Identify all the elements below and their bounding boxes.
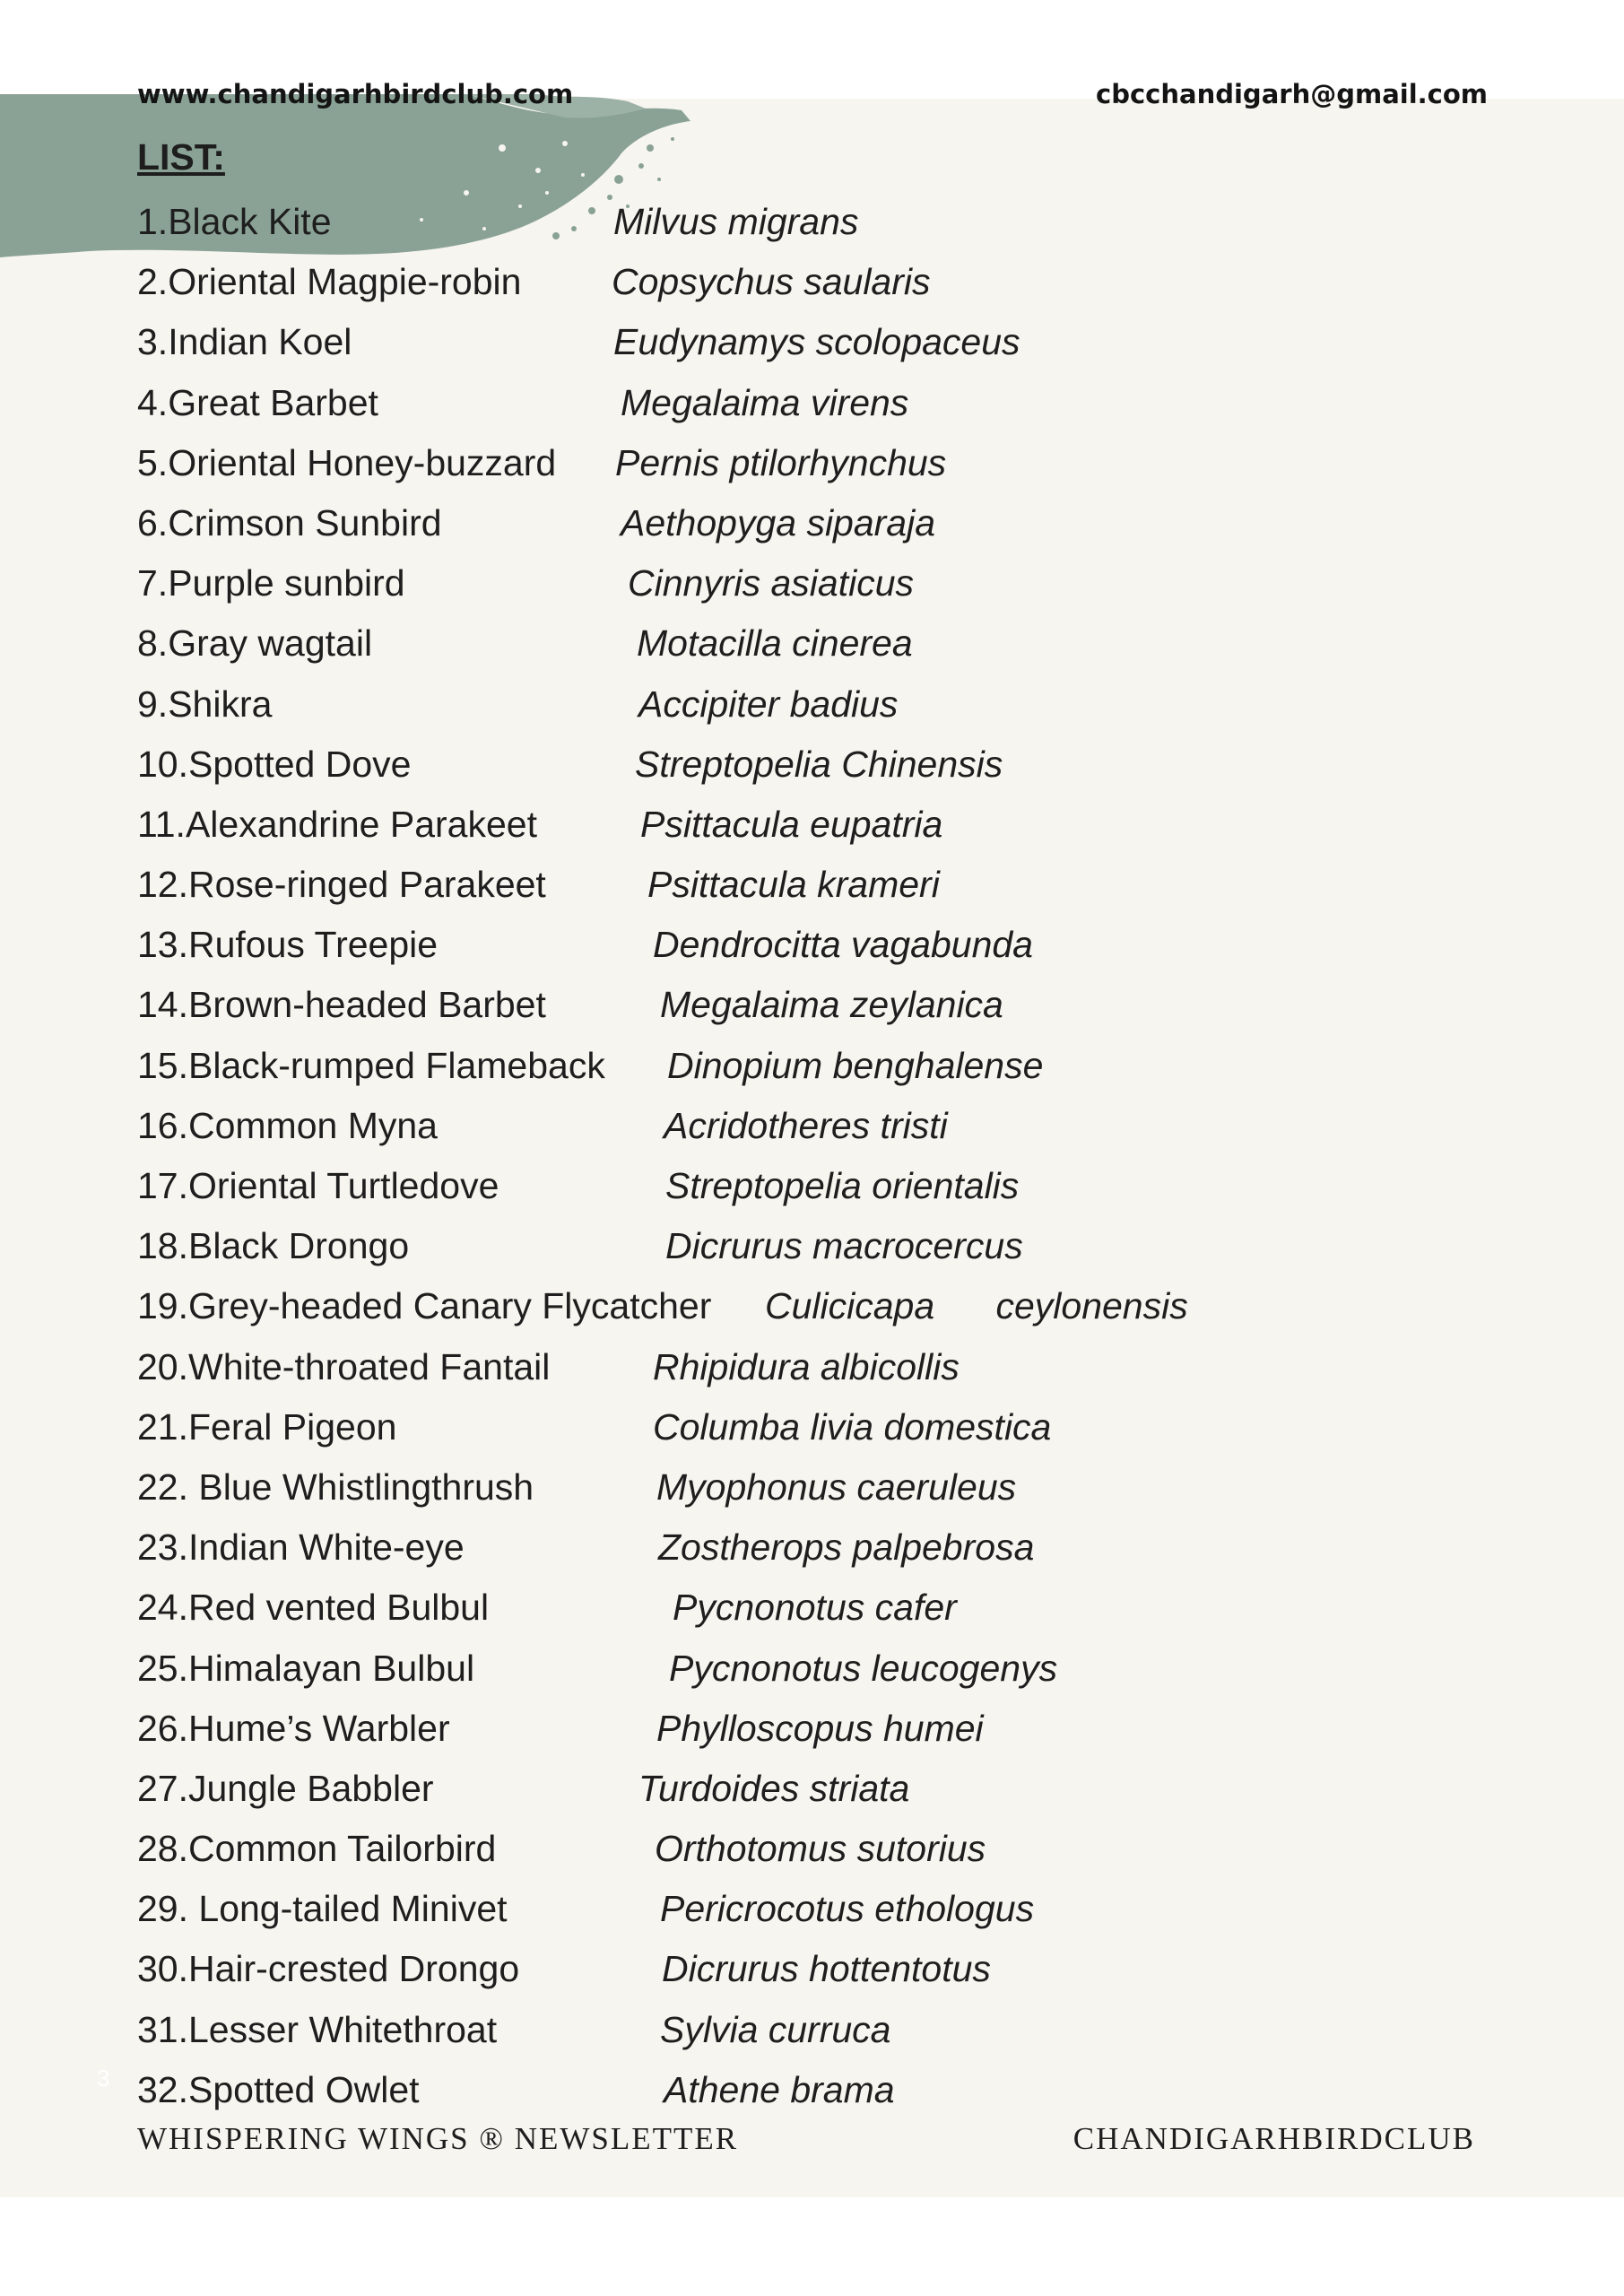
bird-row [137,1036,1303,1096]
bird-row [137,795,1303,855]
footer-club: CHANDIGARHBIRDCLUB [1073,2121,1475,2156]
bird-common-name: 24.Red vented Bulbul [137,1587,490,1629]
bird-common-name: 15.Black-rumped Flameback [137,1044,605,1086]
bird-scientific-name: Dicrurus macrocercus [665,1225,1023,1267]
bird-common-name: 17.Oriental Turtledove [137,1165,499,1206]
bird-scientific-name: Cinnyris asiaticus [628,562,914,604]
bird-row [137,493,1303,553]
page-number: 3 [97,2065,110,2092]
bird-row [137,735,1303,795]
bird-scientific-name: Milvus migrans [613,201,859,242]
list-title: LIST: [137,136,225,178]
bird-row [137,252,1303,312]
bird-common-name: 21.Feral Pigeon [137,1405,397,1448]
bird-common-name: 4.Great Barbet [137,381,378,423]
bird-list [137,192,1303,2120]
bird-common-name: 26.Hume’s Warbler [137,1707,450,1749]
bird-common-name: 12.Rose-ringed Parakeet [137,864,546,906]
bird-row [137,1819,1303,1879]
bird-common-name: 27.Jungle Babbler [137,1767,434,1809]
bird-scientific-name: Aethopyga siparaja [621,501,936,544]
bird-scientific-name: Pycnonotus leucogenys [669,1647,1058,1689]
bird-common-name: 13.Rufous Treepie [137,924,439,966]
bird-row [137,1096,1303,1156]
bird-row [137,1276,1303,1336]
bird-scientific-name: Phylloscopus humei [656,1707,984,1749]
bird-common-name: 19.Grey-headed Canary Flycatcher [137,1285,712,1327]
bird-common-name: 30.Hair-crested Drongo [137,1948,520,1990]
bird-scientific-name: Sylvia curruca [660,2008,891,2050]
bird-common-name: 18.Black Drongo [137,1225,410,1267]
bird-scientific-name: Psittacula krameri [647,864,940,906]
email-header[interactable]: cbcchandigarh@gmail.com [1096,79,1488,109]
bird-common-name: 7.Purple sunbird [137,562,405,604]
bird-scientific-name: Psittacula eupatria [640,803,943,845]
bird-scientific-name: Accipiter badius [638,683,899,725]
bird-scientific-name: Streptopelia orientalis [665,1165,1020,1206]
bird-common-name: 28.Common Tailorbird [137,1828,497,1870]
bird-scientific-name: Dendrocitta vagabunda [653,924,1033,966]
bird-common-name: 11.Alexandrine Parakeet [137,803,537,845]
bird-row [137,1879,1303,1939]
bird-row [137,553,1303,613]
bird-common-name: 2.Oriental Magpie-robin [137,261,522,303]
bird-scientific-name: Pericrocotus ethologus [660,1888,1035,1930]
bird-scientific-name: Culicicapa ceylonensis [765,1285,1188,1327]
bird-scientific-name: Athene brama [664,2068,895,2110]
bird-row [137,1337,1303,1397]
bird-row [137,1457,1303,1518]
bird-row [137,1939,1303,1999]
bird-common-name: 25.Himalayan Bulbul [137,1647,475,1689]
bird-common-name: 1.Black Kite [137,201,332,242]
bird-scientific-name: Megalaima zeylanica [660,984,1003,1026]
bird-scientific-name: Pycnonotus cafer [673,1587,957,1629]
bird-row [137,1156,1303,1216]
bird-row [137,1518,1303,1578]
bird-common-name: 23.Indian White-eye [137,1526,465,1569]
bird-row [137,975,1303,1035]
bird-scientific-name: Zostherops palpebrosa [658,1526,1035,1569]
bird-row [137,192,1303,252]
bird-scientific-name: Megalaima virens [621,381,909,423]
bird-row [137,1397,1303,1457]
bird-scientific-name: Orthotomus sutorius [655,1828,986,1870]
bird-common-name: 31.Lesser Whitethroat [137,2008,498,2050]
bird-common-name: 5.Oriental Honey-buzzard [137,441,557,483]
bird-common-name: 20.White-throated Fantail [137,1345,551,1387]
bird-row [137,433,1303,493]
website-header[interactable]: www.chandigarhbirdclub.com [137,79,574,109]
bird-scientific-name: Copsychus saularis [612,261,931,303]
bird-common-name: 9.Shikra [137,683,273,725]
bird-row [137,855,1303,915]
bird-row [137,674,1303,735]
bird-scientific-name: Dicrurus hottentotus [662,1948,991,1990]
bird-scientific-name: Motacilla cinerea [637,622,913,665]
bird-common-name: 16.Common Myna [137,1104,438,1146]
bird-common-name: 22. Blue Whistlingthrush [137,1465,534,1508]
bird-row [137,613,1303,674]
bird-row [137,373,1303,433]
bird-common-name: 3.Indian Koel [137,321,352,363]
bird-row [137,1699,1303,1759]
bird-scientific-name: Columba livia domestica [653,1405,1052,1448]
bird-common-name: 8.Gray wagtail [137,622,373,665]
bird-common-name: 10.Spotted Dove [137,743,412,785]
bird-scientific-name: Pernis ptilorhynchus [615,441,947,483]
bird-scientific-name: Streptopelia Chinensis [635,743,1003,785]
bird-row [137,915,1303,975]
bird-scientific-name: Eudynamys scolopaceus [613,321,1020,363]
bird-row [137,1578,1303,1638]
bird-row [137,312,1303,372]
bird-scientific-name: Acridotheres tristi [664,1104,948,1146]
bird-common-name: 29. Long-tailed Minivet [137,1888,508,1930]
bird-row [137,1216,1303,1276]
bird-common-name: 6.Crimson Sunbird [137,501,442,544]
bird-scientific-name: Dinopium benghalense [667,1044,1044,1086]
bird-row [137,2000,1303,2060]
bird-common-name: 14.Brown-headed Barbet [137,984,546,1026]
footer-newsletter: WHISPERING WINGS ® NEWSLETTER [137,2121,739,2156]
bird-common-name: 32.Spotted Owlet [137,2068,420,2110]
bird-scientific-name: Turdoides striata [638,1767,910,1809]
bird-row [137,1759,1303,1819]
bird-row [137,1639,1303,1699]
bird-scientific-name: Rhipidura albicollis [653,1345,960,1387]
bird-row [137,2060,1303,2120]
bird-scientific-name: Myophonus caeruleus [656,1465,1017,1508]
